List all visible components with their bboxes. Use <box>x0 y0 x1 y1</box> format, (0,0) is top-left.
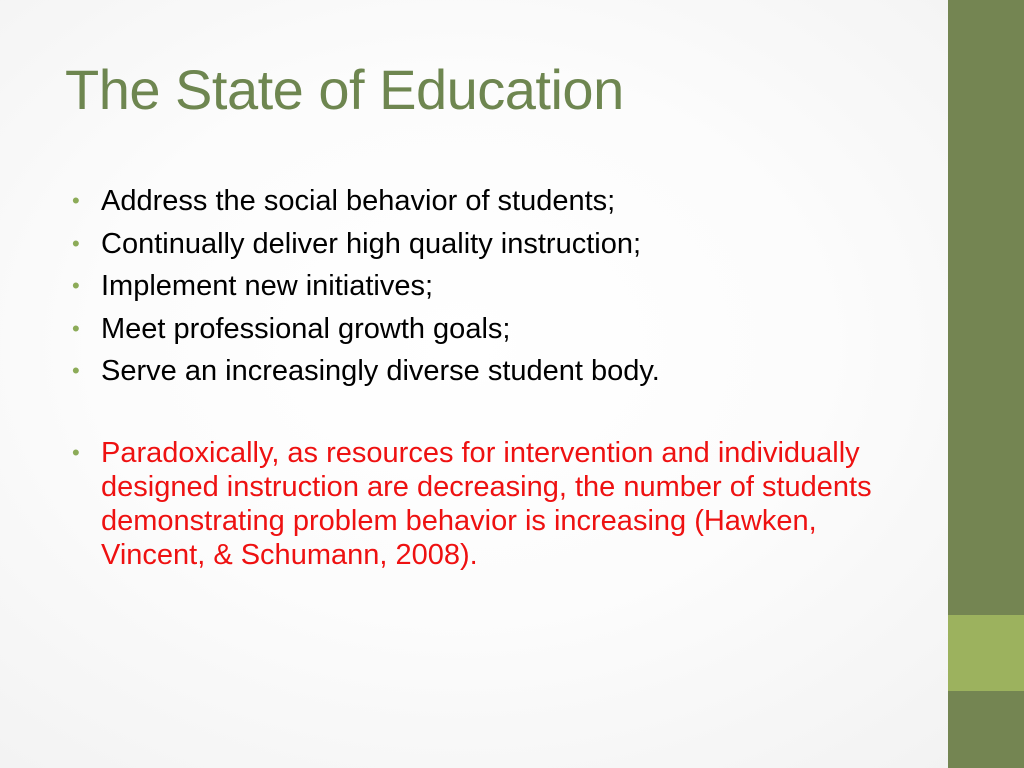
bullet-text: Implement new initiatives; <box>101 270 434 302</box>
bullet-dot-icon: • <box>72 273 80 298</box>
slide-title: The State of Education <box>65 58 624 121</box>
bullet-item <box>72 223 892 266</box>
bullet-item <box>72 350 892 393</box>
highlight-text: Paradoxically, as resources for intervention and individually designed instruction are decreasing, the number of students demonstrating problem behavior is increasing (Hawken, Vincent, & Schumann, 2008). <box>101 437 872 571</box>
bullet-dot-icon: • <box>72 315 80 341</box>
highlight-list <box>72 436 872 572</box>
bullet-dot-icon: • <box>72 230 80 256</box>
side-accent-block <box>948 615 1024 691</box>
bullet-item <box>72 308 892 351</box>
bullet-text: Continually deliver high quality instruction; <box>101 227 642 260</box>
bullet-list <box>72 180 892 393</box>
bullet-text: Meet professional growth goals; <box>101 312 511 345</box>
highlight-bullet-item <box>72 436 872 572</box>
bullet-text: Address the social behavior of students; <box>101 185 616 217</box>
bullet-dot-icon: • <box>72 440 80 465</box>
bullet-item <box>72 265 892 308</box>
bullet-item <box>72 180 892 223</box>
bullet-dot-icon: • <box>72 188 80 213</box>
bullet-text: Serve an increasingly diverse student body. <box>101 355 660 387</box>
bullet-dot-icon: • <box>72 358 80 383</box>
